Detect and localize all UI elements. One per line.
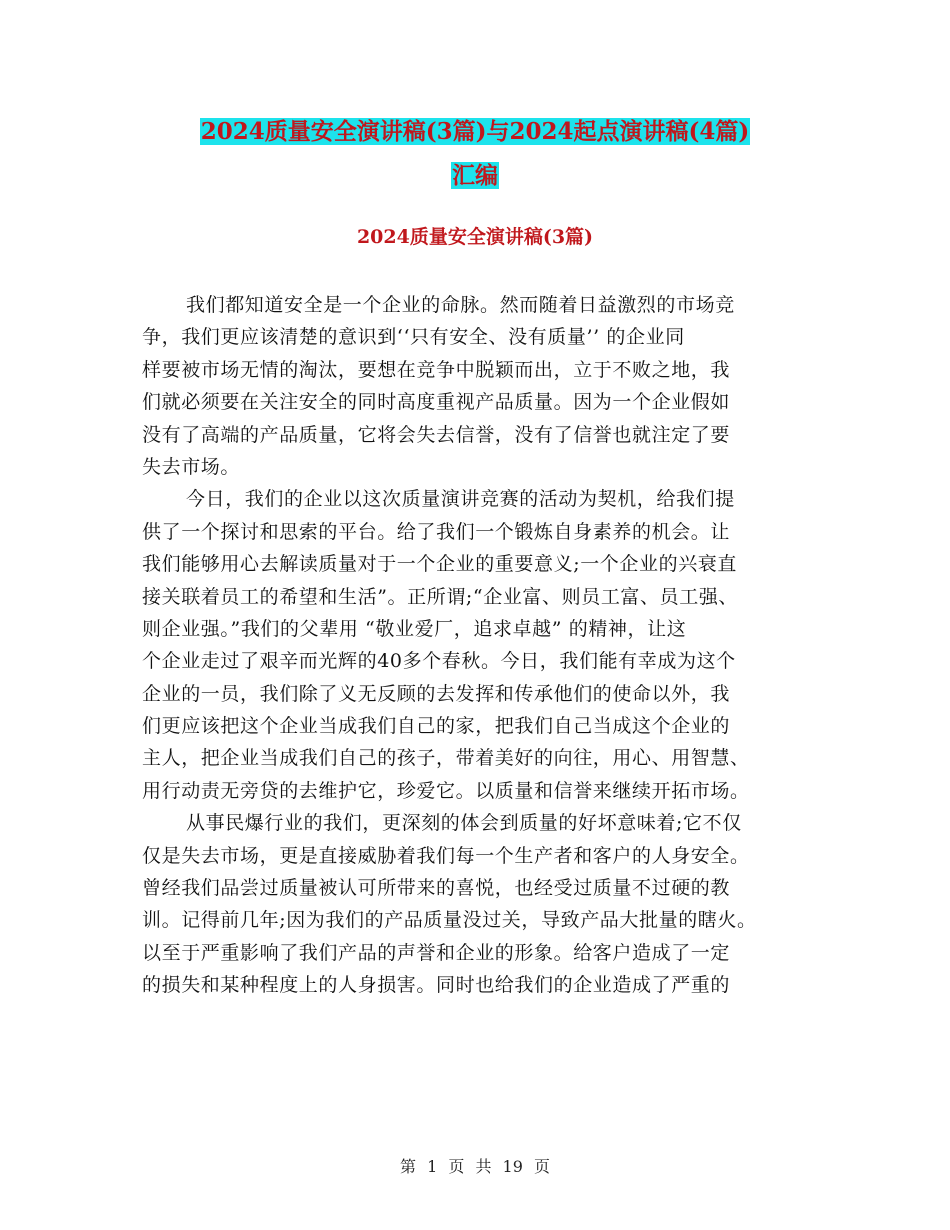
section-title: 2024质量安全演讲稿(3篇) [356,226,594,248]
paragraph-line: 个企业走过了艰辛而光辉的40多个春秋。今日，我们能有幸成为这个 [142,650,736,673]
paragraph-line: 失去市场。 [142,455,241,478]
paragraph-line: 没有了高端的产品质量，它将会失去信誉，没有了信誉也就注定了要 [142,423,731,446]
paragraph-line: 今日，我们的企业以这次质量演讲竞赛的活动为契机，给我们提 [186,488,735,511]
paragraph-line: 企业的一员，我们除了义无反顾的去发挥和传承他们的使命以外，我 [142,682,731,705]
paragraph-line: 以至于严重影响了我们产品的声誉和企业的形象。给客户造成了一定 [142,941,731,964]
paragraph-line: 的损失和某种程度上的人身损害。同时也给我们的企业造成了严重的 [142,974,731,997]
paragraph-line: 主人，把企业当成我们自己的孩子，带着美好的向往，用心、用智慧、 [142,747,750,770]
document-title [0,110,950,198]
paragraph-line: 争，我们更应该清楚的意识到‘‘只有安全、没有质量’’ 的企业同 [142,326,685,349]
paragraph-line: 用行动责无旁贷的去维护它，珍爱它。以质量和信誉来继续开拓市场。 [142,779,750,802]
paragraph-line: 们就必须要在关注安全的同时高度重视产品质量。因为一个企业假如 [142,391,731,414]
page-number-footer: 第 1 页 共 19 页 [400,1157,550,1176]
paragraph-line: 接关联着员工的希望和生活”。正所谓;“企业富、则员工富、员工强、 [142,585,739,608]
paragraph-line: 从事民爆行业的我们，更深刻的体会到质量的好坏意味着;它不仅 [186,812,742,835]
paragraph-line: 训。记得前几年;因为我们的产品质量没过关，导致产品大批量的瞎火。 [142,909,757,932]
title-line-1: 2024质量安全演讲稿(3篇)与2024起点演讲稿(4篇) [200,118,750,145]
paragraph-line: 们更应该把这个企业当成我们自己的家，把我们自己当成这个企业的 [142,715,731,738]
paragraph-line: 供了一个探讨和思索的平台。给了我们一个锻炼自身素养的机会。让 [142,520,731,543]
paragraph-line: 样要被市场无情的淘汰，要想在竞争中脱颖而出，立于不败之地，我 [142,358,731,381]
paragraph-line: 我们都知道安全是一个企业的命脉。然而随着日益激烈的市场竞 [186,294,735,316]
paragraph-line: 曾经我们品尝过质量被认可所带来的喜悦，也经受过质量不过硬的教 [142,877,731,900]
body-text [142,289,822,1002]
paragraph-line: 则企业强。”我们的父辈用 “敬业爱厂，追求卓越” 的精神，让这 [142,617,687,640]
paragraph-line: 我们能够用心去解读质量对于一个企业的重要意义;一个企业的兴衰直 [142,553,738,576]
paragraph-line: 仅是失去市场，更是直接威胁着我们每一个生产者和客户的人身安全。 [142,844,750,867]
title-line-2: 汇编 [452,162,498,189]
